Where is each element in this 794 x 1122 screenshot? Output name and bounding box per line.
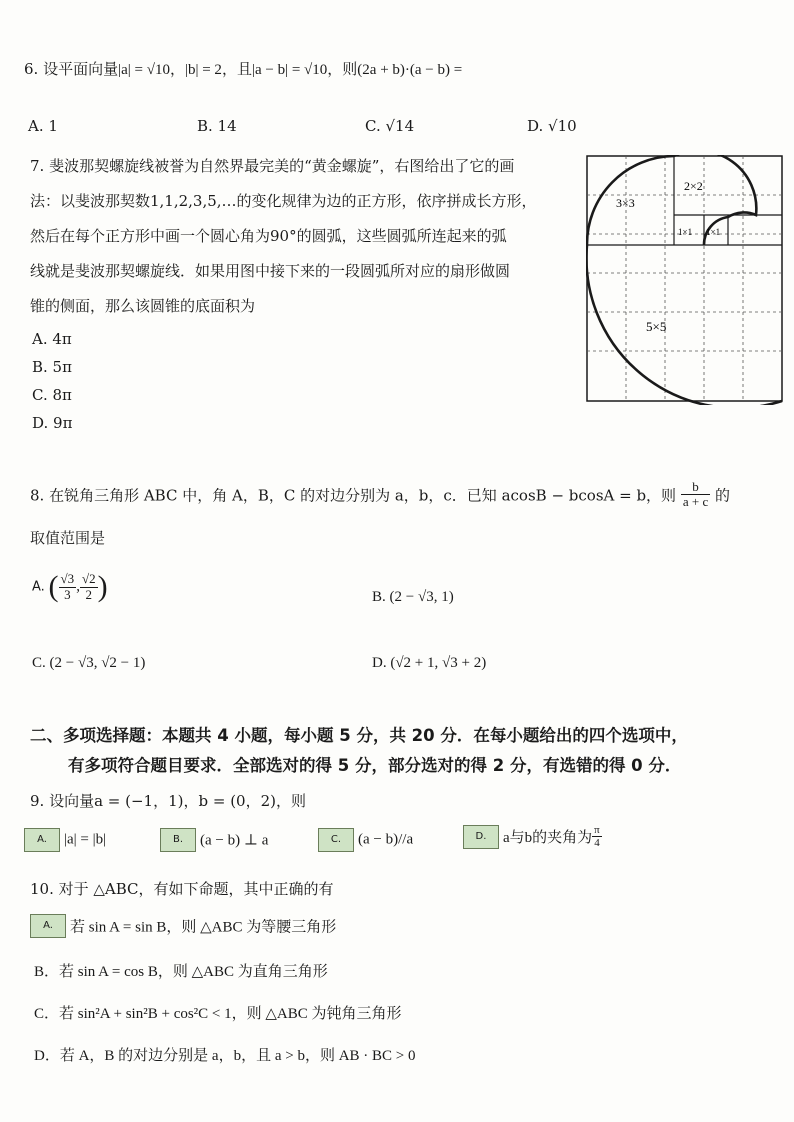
q7-option-c: C. 8π [32, 386, 72, 404]
q10-option-c: C．若 sin²A + sin²B + cos²C < 1，则 △ABC 为钝角三角形 [34, 1006, 402, 1022]
q8-a-n1: √3 [60, 571, 75, 587]
q7-line-4: 线就是斐波那契螺旋线．如果用图中接下来的一段圆弧所对应的扇形做圆 [30, 262, 511, 280]
q8-option-c: C. (2 − √3, √2 − 1) [32, 655, 146, 671]
q7-line-2: 法：以斐波那契数1,1,2,3,5,…的变化规律为边的正方形，依序拼成长方形， [30, 192, 537, 210]
q10-option-a-box: A. [30, 914, 66, 938]
q9-option-a-text: |a| = |b| [64, 831, 107, 848]
q9-option-d [463, 824, 602, 849]
q7-line-5: 锥的侧面，那么该圆锥的底面积为 [30, 297, 256, 315]
q8-a-d1: 3 [64, 586, 71, 602]
figure-label-1x1-a: 1×1 [678, 227, 693, 237]
q9-option-d-box: D. [463, 825, 499, 849]
q9-option-c-text: (a − b)//a [358, 831, 414, 848]
q7-option-d: D. 9π [32, 414, 73, 432]
q8-stem [30, 480, 730, 510]
q9-option-a [24, 828, 106, 852]
q10-option-b: B．若 sin A = cos B，则 △ABC 为直角三角形 [34, 964, 328, 980]
q6-and: ，且 [221, 60, 252, 78]
q8-frac-num: b [681, 480, 710, 495]
q6-math-4: (2a + b)·(a − b) = [357, 62, 463, 78]
q9-option-d-text: a与b的夹角为 [503, 830, 593, 847]
fibonacci-spiral-figure [586, 155, 786, 405]
q8-a-d2: 2 [85, 586, 92, 602]
q6-option-d: D. √10 [527, 117, 577, 135]
q9-d-frac-den: 4 [594, 837, 600, 850]
q6-math-2: |b| = 2 [184, 62, 222, 78]
q9-option-b-text: (a − b) ⊥ a [200, 832, 269, 849]
q6-stem: 6. 设平面向量|a| = √10，|b| = 2，且|a − b| = √10，则(2a + b)·(a − b) = [24, 60, 463, 78]
q9-option-b [160, 828, 268, 852]
q10-option-a-text: 若 sin A = sin B，则 △ABC 为等腰三角形 [70, 919, 337, 936]
q9-d-fraction [592, 824, 602, 849]
q8-stem-end: 的 [715, 486, 731, 505]
q10-stem: 10. 对于 △ABC，有如下命题，其中正确的有 [30, 880, 334, 898]
q6-math-1: |a| = √10 [118, 62, 170, 78]
left-paren-icon: ( [48, 570, 59, 603]
q8-option-d: D. (√2 + 1, √3 + 2) [372, 655, 487, 671]
q7-line-3: 然后在每个正方形中画一个圆心角为90°的圆弧，这些圆弧所连起来的弧 [30, 227, 507, 245]
figure-label-2x2: 2×2 [684, 179, 703, 193]
q8-option-b: B. (2 − √3, 1) [372, 589, 454, 605]
q9-option-a-box: A. [24, 828, 60, 852]
section2-line-2: 有多项符合题目要求．全部选对的得 5 分，部分选对的得 2 分，有选错的得 0 分． [68, 756, 682, 775]
q6-option-a: A. 1 [28, 117, 58, 135]
q6-then: ，则 [327, 60, 358, 78]
q9-stem: 9. 设向量a = (−1，1)，b = (0，2)，则 [30, 792, 306, 810]
q9-option-b-box: B. [160, 828, 196, 852]
q8-option-a: A. ( $\frac{√3}{3}$ , $\frac{√2}{2}$ ) [32, 570, 108, 603]
right-paren-icon: ) [97, 570, 108, 603]
q8-fraction [681, 480, 710, 510]
q8-line-2: 取值范围是 [30, 529, 106, 547]
q8-option-a-label: A. [32, 579, 45, 595]
q8-a-n2: √2 [81, 571, 96, 587]
q9-d-frac-num: π [594, 824, 600, 836]
q10-option-a [30, 914, 336, 938]
q7-line-1: 7. 斐波那契螺旋线被誉为自然界最完美的“黄金螺旋”，右图给出了它的画 [30, 157, 515, 175]
q10-option-d: D．若 A，B 的对边分别是 a，b，且 a > b，则 AB · BC > 0 [34, 1048, 416, 1064]
section2-line-1: 二、多项选择题：本题共 4 小题，每小题 5 分，共 20 分．在每小题给出的四个选项中， [30, 726, 688, 745]
q7-option-b: B. 5π [32, 358, 72, 376]
q6-option-b: B. 14 [197, 117, 237, 135]
q8-a-frac-2 [80, 572, 98, 602]
figure-label-5x5: 5×5 [646, 319, 667, 334]
q9-option-c [318, 828, 413, 852]
figure-label-1x1-b: 1×1 [706, 227, 721, 237]
q6-prefix: 6. 设平面向量 [24, 60, 119, 78]
q6-math-3: |a − b| = √10 [251, 62, 328, 78]
q8-stem-text: 8. 在锐角三角形 ABC 中，角 A，B，C 的对边分别为 a，b，c．已知 acosB − bcosA = b，则 [30, 486, 677, 505]
q8-a-frac-1 [59, 572, 77, 602]
q9-option-c-box: C. [318, 828, 354, 852]
figure-label-3x3: 3×3 [616, 196, 635, 210]
q6-option-c: C. √14 [365, 117, 415, 135]
q7-option-a: A. 4π [32, 330, 72, 348]
q8-frac-den: a + c [682, 494, 709, 510]
